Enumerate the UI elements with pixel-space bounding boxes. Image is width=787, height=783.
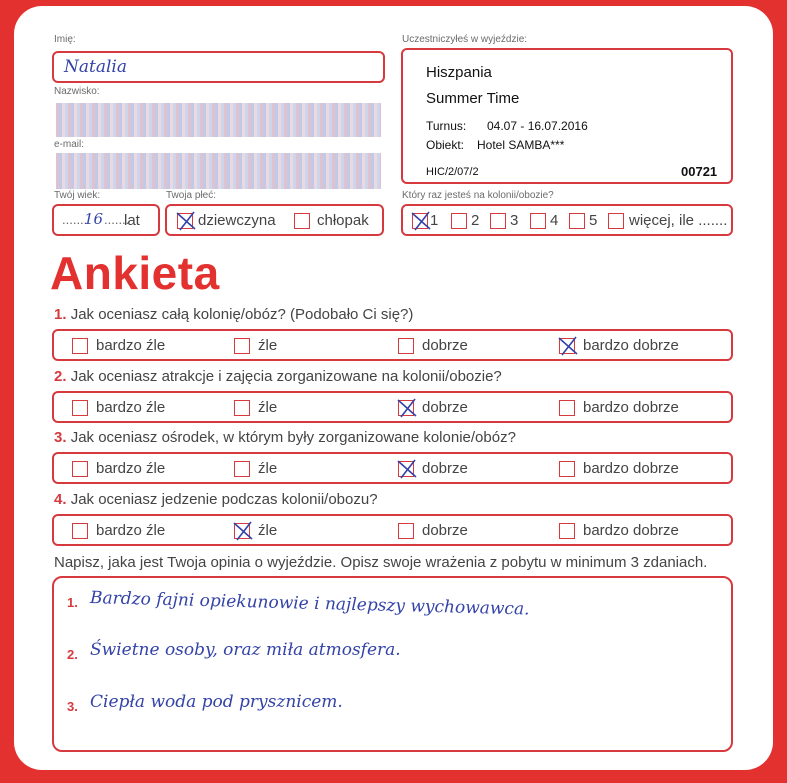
rating-option-label: źle [258,399,278,416]
rating-option-label: dobrze [422,399,468,416]
rating-checkbox[interactable] [559,338,575,354]
page-title: Ankieta [50,247,220,299]
checkmark-icon [232,520,254,542]
rating-option-label: bardzo źle [96,522,166,539]
trip-program: Summer Time [426,90,520,107]
turnus-value: 04.07 - 16.07.2016 [487,119,588,133]
checkbox-times-3[interactable] [490,213,506,229]
answer-number-2: 2. [67,647,78,662]
opinion-prompt: Napisz, jaka jest Twoja opinia o wyjeździe. Opisz swoje wrażenia z pobytu w minimum 3 zdaniach. [54,554,708,571]
age-unit: lat [124,212,140,229]
checkbox-times-1[interactable] [412,213,428,229]
gender-option-chlopak: chłopak [317,212,369,229]
question-text: Jak oceniasz jedzenie podczas kolonii/obozu? [70,491,378,508]
rating-option-label: bardzo dobrze [583,460,679,477]
rating-option-label: dobrze [422,522,468,539]
rating-row-2 [52,391,733,423]
times-option-more: więcej, ile ....... [629,212,728,229]
checkbox-times-4[interactable] [530,213,546,229]
rating-option-label: dobrze [422,460,468,477]
times-option-4: 4 [550,212,559,229]
rating-option-label: dobrze [422,337,468,354]
rating-checkbox[interactable] [72,338,88,354]
rating-checkbox[interactable] [72,523,88,539]
rating-option-label: bardzo dobrze [583,337,679,354]
trip-number: 00721 [681,164,718,179]
name-field[interactable] [52,51,385,83]
turnus-label: Turnus: [426,119,467,133]
question-2 [54,368,502,385]
email-label: e-mail: [54,139,85,150]
name-label: Imię: [54,34,76,45]
checkbox-times-2[interactable] [451,213,467,229]
gender-label: Twoja płeć: [166,190,217,201]
rating-checkbox[interactable] [559,400,575,416]
rating-checkbox[interactable] [234,400,250,416]
answer-text-3: Ciepła woda pod prysznicem. [90,692,343,712]
checkmark-icon [396,458,418,480]
participant-label: Uczestniczyłeś w wyjeździe: [402,34,528,45]
rating-option-label: bardzo źle [96,399,166,416]
rating-row-4 [52,514,733,546]
times-label: Który raz jesteś na kolonii/obozie? [402,190,554,201]
age-dots-2: ....... [104,212,130,227]
times-option-1: 1 [430,212,439,229]
checkbox-times-5[interactable] [569,213,585,229]
rating-checkbox[interactable] [72,461,88,477]
question-number: 1. [54,306,67,323]
question-text: Jak oceniasz całą kolonię/obóz? (Podobało Ci się?) [70,306,414,323]
rating-checkbox[interactable] [72,400,88,416]
rating-checkbox[interactable] [559,461,575,477]
question-3 [54,429,516,446]
gender-field [165,204,384,236]
checkbox-times-more[interactable] [608,213,624,229]
surname-field[interactable] [52,101,385,141]
object-value: Hotel SAMBA*** [477,138,565,152]
rating-checkbox[interactable] [234,461,250,477]
surname-label: Nazwisko: [54,86,100,97]
surname-redaction [56,103,381,137]
age-label: Twój wiek: [54,190,101,201]
question-text: Jak oceniasz ośrodek, w którym były zorganizowane kolonie/obóz? [70,429,516,446]
rating-option-label: źle [258,460,278,477]
age-field[interactable] [52,204,160,236]
rating-checkbox[interactable] [398,523,414,539]
rating-option-label: bardzo dobrze [583,399,679,416]
rating-option-label: bardzo źle [96,337,166,354]
gender-option-dziewczyna: dziewczyna [198,212,276,229]
rating-checkbox[interactable] [234,338,250,354]
question-text: Jak oceniasz atrakcje i zajęcia zorganizowane na kolonii/obozie? [70,368,502,385]
rating-checkbox[interactable] [398,400,414,416]
answer-number-1: 1. [67,595,78,610]
age-value: 16 [84,210,104,228]
trip-info-box [401,48,733,184]
answer-text-2: Świetne osoby, oraz miła atmosfera. [90,640,401,660]
times-option-3: 3 [510,212,519,229]
opinion-box[interactable] [52,576,733,752]
rating-checkbox[interactable] [398,461,414,477]
email-redaction [56,153,381,189]
answer-text-1: Bardzo fajni opiekunowie i najlepszy wychowawca. [89,588,530,620]
times-field [401,204,733,236]
times-option-2: 2 [471,212,480,229]
trip-country: Hiszpania [426,64,492,81]
rating-option-label: bardzo źle [96,460,166,477]
checkmark-icon [557,335,579,357]
question-number: 4. [54,491,67,508]
object-label: Obiekt: [426,138,465,152]
age-dots: ....... [62,212,88,227]
rating-option-label: źle [258,522,278,539]
question-number: 3. [54,429,67,446]
rating-row-3 [52,452,733,484]
checkmark-icon [175,210,197,232]
rating-checkbox[interactable] [234,523,250,539]
checkmark-icon [396,397,418,419]
rating-checkbox[interactable] [398,338,414,354]
times-option-5: 5 [589,212,598,229]
question-number: 2. [54,368,67,385]
rating-checkbox[interactable] [559,523,575,539]
question-4 [54,491,378,508]
checkmark-icon [410,210,432,232]
question-1 [54,306,413,323]
checkbox-dziewczyna[interactable] [177,213,193,229]
rating-option-label: źle [258,337,278,354]
rating-option-label: bardzo dobrze [583,522,679,539]
email-field[interactable] [52,151,385,191]
name-value: Natalia [64,57,127,77]
answer-number-3: 3. [67,699,78,714]
checkbox-chlopak[interactable] [294,213,310,229]
rating-row-1 [52,329,733,361]
trip-code: HIC/2/07/2 [426,166,479,178]
survey-sheet [14,6,773,770]
